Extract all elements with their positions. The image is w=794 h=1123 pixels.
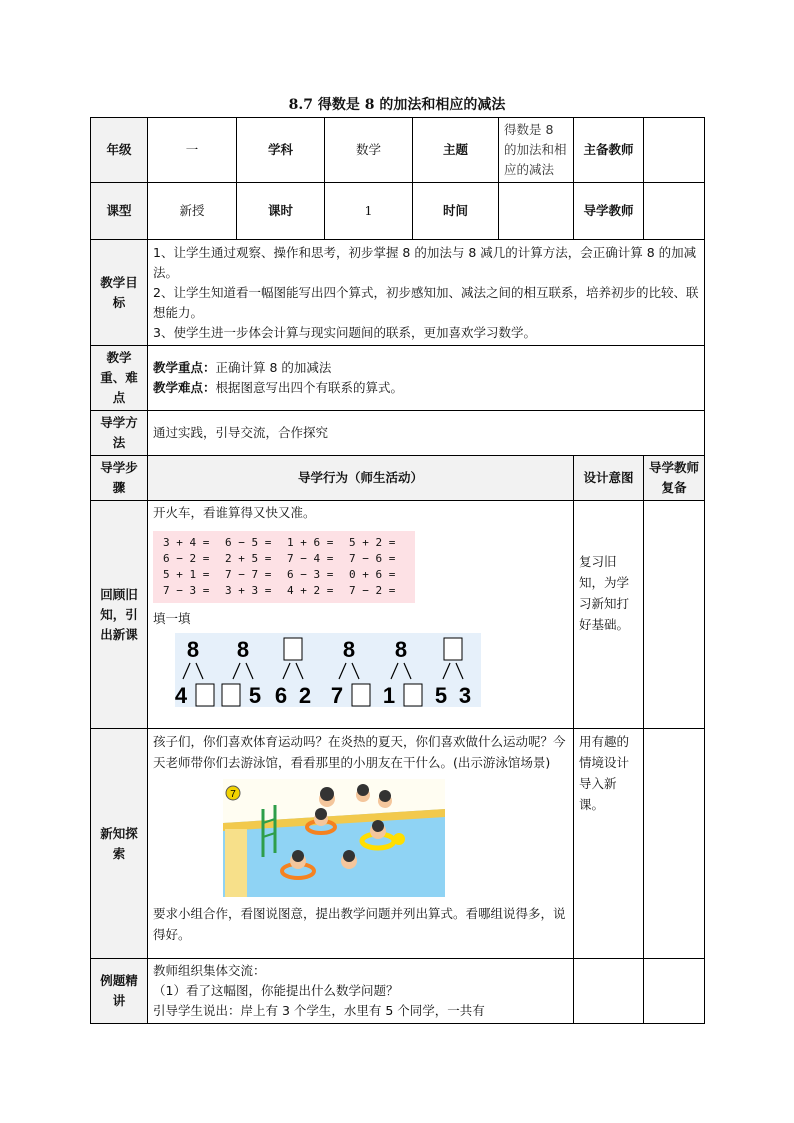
bond-number: 5: [248, 683, 262, 707]
exercise: 6 − 5 =: [225, 536, 272, 549]
guide-label: 导学教师: [574, 183, 644, 240]
header-row-1: [91, 118, 705, 183]
topic-label: 主题: [413, 118, 499, 183]
period-value: 1: [325, 183, 413, 240]
key-points-row: [91, 346, 705, 411]
bond-number: 8: [186, 637, 200, 662]
goal-item: 3、使学生进一步体会计算与现实问题间的联系，更加喜欢学习数学。: [153, 324, 536, 340]
bond-number: 8: [394, 637, 408, 662]
bond-number: 3: [458, 683, 472, 707]
exercise: 7 − 2 =: [349, 584, 396, 597]
blank-box: [352, 684, 370, 706]
bond-number: 7: [330, 683, 344, 707]
blank-box: [404, 684, 422, 706]
method-text: 通过实践，引导交流，合作探究: [148, 411, 705, 456]
example-row: [91, 959, 705, 1024]
example-line: （1）看了这幅图，你能提出什么数学问题？: [153, 983, 399, 998]
explore-row: [91, 729, 705, 959]
exercise: 7 − 4 =: [287, 552, 334, 565]
blank-box: [284, 638, 302, 660]
explore-text: 孩子们，你们喜欢体育运动吗？在炎热的夏天，你们喜欢做什么运动呢？今天老师带你们去游泳馆，看看那里的小朋友在干什么。(出示游泳馆场景): [153, 734, 566, 770]
period-label: 课时: [237, 183, 325, 240]
exercise: 5 + 2 =: [349, 536, 396, 549]
explore-label: 新知探索: [91, 729, 148, 959]
key-points-label: 教学重、难点: [91, 346, 148, 411]
page-title: 8.7 得数是 8 的加法和相应的减法: [288, 97, 506, 113]
bond-number: 2: [298, 683, 312, 707]
review-column-header: 导学教师复备: [644, 456, 705, 501]
time-label: 时间: [413, 183, 499, 240]
teacher-label: 主备教师: [574, 118, 644, 183]
review-label: 回顾旧知，引出新课: [91, 501, 148, 729]
subject-label: 学科: [237, 118, 325, 183]
steps-label: 导学步骤: [91, 456, 148, 501]
goals-label: 教学目标: [91, 240, 148, 346]
bond-number: 4: [174, 683, 188, 707]
blank-box: [444, 638, 462, 660]
bond-number: 8: [236, 637, 250, 662]
bond-number: 8: [342, 637, 356, 662]
exercise-grid: [153, 531, 415, 603]
exercise: 6 − 3 =: [287, 568, 334, 581]
grade-label: 年级: [91, 118, 148, 183]
exercise: 3 + 4 =: [163, 536, 210, 549]
exercise: 4 + 2 =: [287, 584, 334, 597]
review-intro: 开火车，看谁算得又快又准。: [153, 505, 316, 520]
time-value: [499, 183, 574, 240]
goals-row: [91, 240, 705, 346]
goals-content: [148, 240, 705, 346]
exercise: 6 − 2 =: [163, 552, 210, 565]
intent-column-header: 设计意图: [574, 456, 644, 501]
exercise: 7 − 7 =: [225, 568, 272, 581]
review-notes: [644, 501, 705, 729]
blank-box: [196, 684, 214, 706]
method-label: 导学方法: [91, 411, 148, 456]
lesson-plan-table: [90, 117, 705, 1024]
exercise: 7 − 6 =: [349, 552, 396, 565]
topic-value: 得数是 8 的加法和相应的减法: [499, 118, 574, 183]
steps-header-row: [91, 456, 705, 501]
swimming-pool-illustration: [223, 779, 445, 897]
teacher-value: [644, 118, 705, 183]
key-points-content: [148, 346, 705, 411]
goal-item: 2、让学生知道看一幅图能写出四个算式，初步感知加、减法之间的相互联系，培养初步的比较、联想能力。: [153, 284, 699, 320]
example-notes: [644, 959, 705, 1024]
exercise: 1 + 6 =: [287, 536, 334, 549]
example-line: 引导学生说出：岸上有 3 个学生，水里有 5 个同学，一共有: [153, 1003, 485, 1018]
exercise: 5 + 1 =: [163, 568, 210, 581]
number-bond-diagram: [153, 633, 483, 707]
review-content: [148, 501, 574, 729]
grade-value: 一: [148, 118, 237, 183]
exercise: 0 + 6 =: [349, 568, 396, 581]
explore-task: 要求小组合作，看图说图意，提出教学问题并列出算式。看哪组说得多，说得好。: [153, 906, 566, 942]
method-row: [91, 411, 705, 456]
guide-value: [644, 183, 705, 240]
bond-number: 5: [434, 683, 448, 707]
key-point-text: 正确计算 8 的加减法: [215, 360, 332, 375]
example-line: 教师组织集体交流：: [153, 963, 266, 978]
example-content: [148, 959, 574, 1024]
subject-value: 数学: [325, 118, 413, 183]
explore-intent: 用有趣的情境设计导入新课。: [574, 729, 644, 959]
activity-column-header: 导学行为（师生活动）: [148, 456, 574, 501]
difficulty-label: 教学难点：: [153, 380, 216, 395]
type-value: 新授: [148, 183, 237, 240]
review-intent: 复习旧知，为学习新知打好基础。: [574, 501, 644, 729]
key-point-label: 教学重点：: [153, 360, 216, 375]
bond-number: 1: [382, 683, 396, 707]
badge-text: 7: [230, 789, 236, 800]
exercise: 2 + 5 =: [225, 552, 272, 565]
bond-number: 6: [274, 683, 288, 707]
exercise: 7 − 3 =: [163, 584, 210, 597]
review-row: [91, 501, 705, 729]
example-label: 例题精讲: [91, 959, 148, 1024]
exercise: 3 + 3 =: [225, 584, 272, 597]
blank-box: [222, 684, 240, 706]
fill-label: 填一填: [153, 611, 191, 626]
type-label: 课型: [91, 183, 148, 240]
header-row-2: [91, 183, 705, 240]
difficulty-text: 根据图意写出四个有联系的算式。: [215, 380, 404, 395]
explore-content: [148, 729, 574, 959]
explore-notes: [644, 729, 705, 959]
example-intent: [574, 959, 644, 1024]
goal-item: 1、让学生通过观察、操作和思考，初步掌握 8 的加法与 8 减几的计算方法，会正确计算 8 的加减法。: [153, 244, 697, 280]
